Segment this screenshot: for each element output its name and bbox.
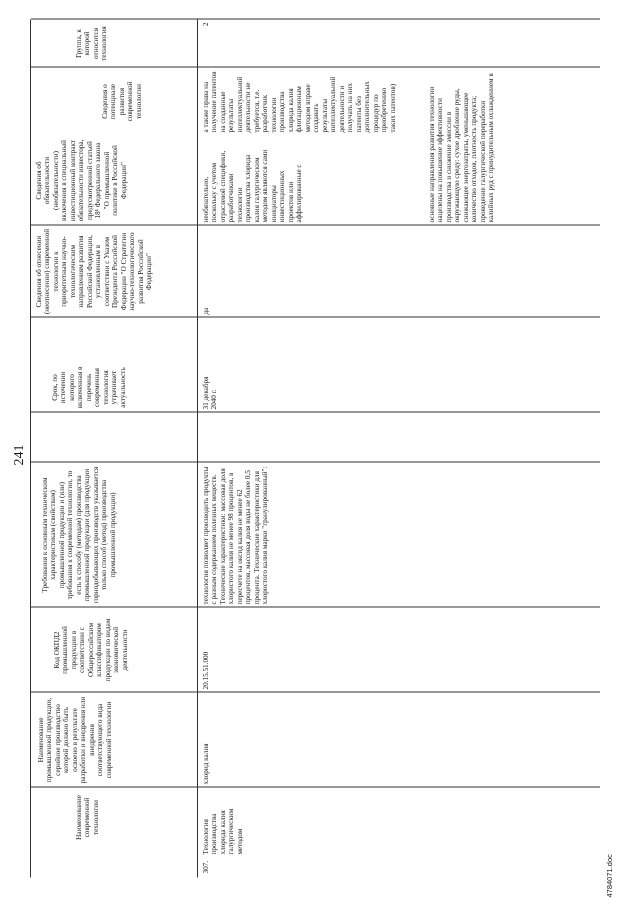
- technology-group-cell: 2: [202, 22, 210, 26]
- column-divider: [196, 316, 600, 317]
- header-investment-contract: Сведения об обязательности (необязательности) включения в специальный инвестиционный контракт обязательности инвестора, предусмотренной статьей 18¹ Федерального закона "О промышленной политике в Российской Федерации": [35, 139, 128, 221]
- page-number: 241: [12, 444, 27, 465]
- technology-name-cell: Технология производства хлорида калия галургическим методом: [202, 808, 244, 854]
- investment-contract-cell-top: а также права на получение патентов на созданные результаты интеллектуальной деятельности не требуется, т.е. разработчик технологии производства хлорида калия флотационным методом вправе создавать результаты интеллектуальной деятельности и получать на них патенты без дополнительных процедур по приобретению таких патентов): [202, 70, 397, 132]
- column-divider: [196, 18, 600, 19]
- table-row: [196, 19, 600, 877]
- relevance-deadline-cell: 31 декабря 2040 г.: [202, 376, 219, 409]
- header-product-name: Наименование промышленной продукции, серийное производство которой должно быть освоено в результате разработки и внедрения или внедрения соответствующего вида современной технологии: [37, 696, 113, 783]
- column-divider: [196, 411, 600, 412]
- header-priority-direction: Сведения об отнесении (неотнесении) современной технологии к приоритетным научно-технологическим направлениям развития Российской Федерации, установленным в соответствии с Указом Президента Российской Федерации "О Стратегии научно-технологического развития Российской Федерации": [35, 228, 154, 314]
- header-relevance-deadline: Срок, по истечении которого включенная в перечень современная технология утрачивает актуальность: [51, 366, 127, 408]
- header-technical-requirements: Требования к основным техническим характеристикам (свойствам) промышленной продукции и (или) требования к современной технологии, то есть к способу (методам) производства промышленной продукции (для продукции горнодобывающих производств указывается только способ (метод) производства промышленной продукции): [41, 466, 117, 603]
- header-technology-group: Группа, к которой относится технология: [75, 25, 109, 61]
- investment-contract-cell-bottom: необязательно, поскольку с учетом отраслевой специфики, разработчиками технологии производства хлорида калия галургическим методом являются сами инициаторы инвестиционных проектов или аффилированные с: [202, 149, 304, 222]
- priority-direction-cell: да: [202, 307, 210, 314]
- document-file-id: 4784071.doc: [605, 853, 614, 897]
- technology-table: [30, 19, 600, 877]
- column-divider: [196, 786, 600, 787]
- header-development-potential: Сведения о потенциале развития современной технологии: [101, 81, 143, 121]
- row-number: 307.: [202, 860, 210, 873]
- table-header-row: [30, 19, 198, 877]
- header-okpd2-code: Код ОКПД2 промышленной продукции в соответствии с Общероссийским классификатором продукции по видам экономической деятельности: [53, 618, 129, 681]
- development-potential-cell: основные направления развития технологии нацелены на повышение эффективности производства и снижение эмиссии в окружающую среду: сухое дробление руды, снижающее энергозатраты, уменьшающее количество отходов, плотность продукта; проведение галургической переработки калийных руд с принудительным охлаждением в: [428, 72, 496, 222]
- header-technology-name: Наименование современной технологии: [75, 794, 100, 840]
- column-divider: [31, 18, 197, 19]
- column-divider: [196, 691, 600, 692]
- okpd2-code-cell: 20.15.51.000: [202, 651, 210, 689]
- technical-requirements-cell: технология позволяет производить продукты с разным содержанием полезных веществ. Технические характеристики: массовая доля хлористого калия не менее 98 процентов, в пересчете на оксид калия не менее 62 процентов, массовая доля воды не более 0,5 процента. Технические характеристики для хлористого калия марки "гранулированный":: [202, 465, 270, 604]
- product-name-cell: хлорид калия: [202, 742, 210, 784]
